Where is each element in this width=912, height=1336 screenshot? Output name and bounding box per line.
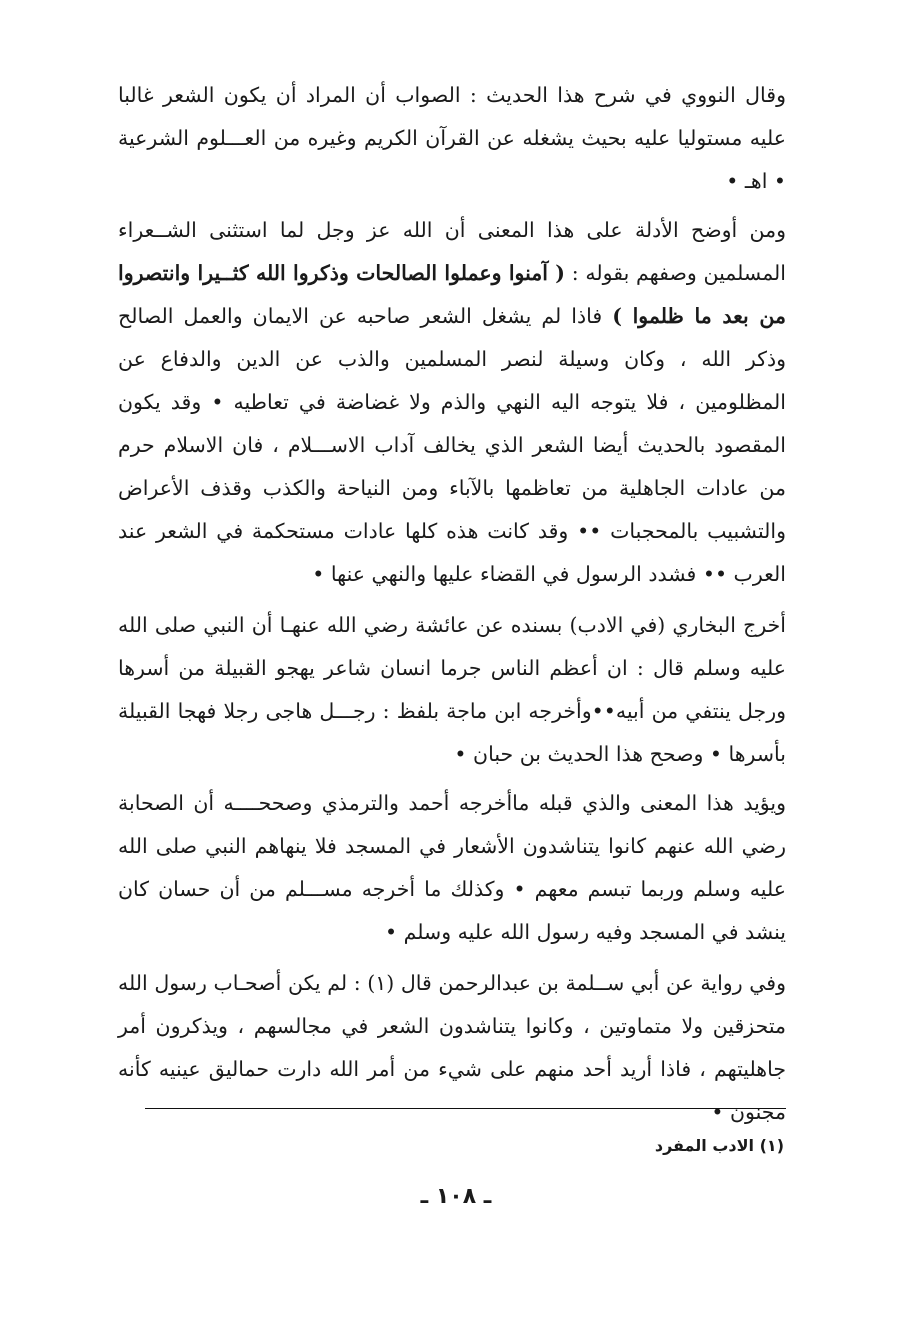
paragraph-bukhari-hadith: أخرج البخاري (في الادب) بسنده عن عائشة رضي الله عنهـا أن النبي صلى الله عليه وسلم قال : ان أعظم الناس جرما انسان شاعر يهجو القبيلة من أسرها ورجل ينتفي من أبيه••وأخرجه ابن ماجة بلفظ : رجـــل هاجى رجلا فهجا القبيلة بأسرها • وصحح هذا الحديث بن حبان • bbox=[118, 613, 786, 766]
paragraph-nawawi-commentary: وقال النووي في شرح هذا الحديث : الصواب أن المراد أن يكون الشعر غالبا عليه مستوليا عليه بحيث يشغله عن القرآن الكريم وغيره من العـــلوم الشرعية • اهـ • bbox=[118, 83, 786, 193]
paragraph-companions-mosque: ويؤيد هذا المعنى والذي قبله ماأخرجه أحمد والترمذي وصححــــه أن الصحابة رضي الله عنهم كانوا يتناشدون الأشعار في المسجد فلا ينهاهم النبي صلى الله عليه وسلم وربما تبسم معهم • وكذلك ما أخرجه مســـلم من أن حسان كان ينشد في المسجد وفيه رسول الله عليه وسلم • bbox=[118, 791, 786, 944]
footnote: (١) الادب المفرد bbox=[654, 1136, 784, 1155]
page-number: ـ ١٠٨ ـ bbox=[420, 1184, 492, 1209]
page-body bbox=[118, 74, 786, 1134]
paragraph-quranic-evidence-intro: ومن أوضح الأدلة على هذا المعنى أن الله عز وجل لما استثنى الشــعراء المسلمين وصفهم بقوله : bbox=[118, 218, 786, 285]
footnote-divider bbox=[145, 1108, 786, 1109]
quran-verse-quote: ( آمنوا وعملوا الصالحات وذكروا الله كثــيرا وانتصروا من بعد ما ظلموا ) bbox=[118, 261, 786, 328]
paragraph-quranic-evidence bbox=[118, 209, 786, 596]
paragraph-abu-salama-narration: وفي رواية عن أبي ســلمة بن عبدالرحمن قال (١) : لم يكن أصحـاب رسول الله متحزقين ولا متماوتين ، وكانوا يتناشدون الشعر في مجالسهم ، ويذكرون أمر جاهليتهم ، فاذا أريد أحد منهم على شيء من أمر الله دارت حماليق عينيه كأنه مجنون • bbox=[118, 971, 786, 1124]
paragraph-quranic-evidence-body: فاذا لم يشغل الشعر صاحبه عن الايمان والعمل الصالح وذكر الله ، وكان وسيلة لنصر المسلمين والذب عن الدين والدفاع عن المظلومين ، فلا يتوجه اليه النهي والذم ولا غضاضة في تعاطيه • وقد يكون المقصود بالحديث أيضا الشعر الذي يخالف آداب الاســـلام ، فان الاسلام حرم من عادات الجاهلية من تعاظمها بالآباء ومن النياحة والكذب وقذف الأعراض والتشبيب بالمحجبات •• وقد كانت هذه كلها عادات مستحكمة في الشعر عند العرب •• فشدد الرسول في القضاء عليها والنهي عنها • bbox=[118, 304, 786, 586]
